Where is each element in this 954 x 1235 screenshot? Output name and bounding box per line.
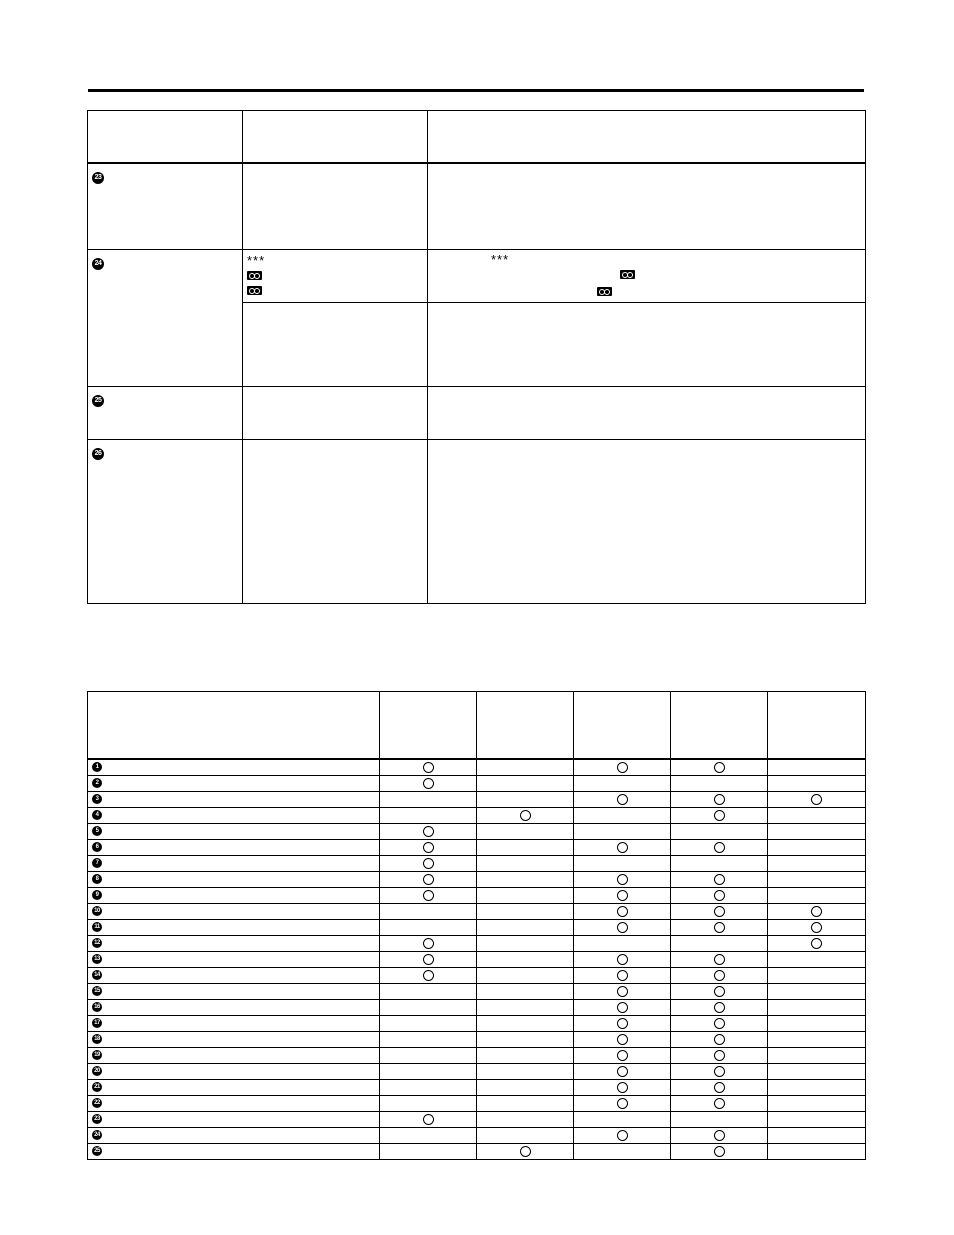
table-row [88,1032,866,1048]
circle-mark-icon [714,986,725,997]
item-number-badge: 22 [92,1098,102,1108]
compat-cell [477,1000,574,1016]
header-cell [671,692,768,760]
compat-cell [477,1144,574,1160]
compat-cell [477,1032,574,1048]
item-number-badge: 10 [92,906,102,916]
circle-mark-icon [423,1114,434,1125]
circle-mark-icon [423,778,434,789]
circle-mark-icon [714,1066,725,1077]
compat-cell [380,856,477,872]
item-number-cell [88,904,380,920]
circle-mark-icon [714,970,725,981]
circle-mark-icon [520,1146,531,1157]
compat-cell [671,1064,768,1080]
item-number-cell [88,1112,380,1128]
compat-cell [477,1112,574,1128]
item-number-badge: 3 [92,794,102,804]
compat-cell [380,904,477,920]
item-number-cell [88,920,380,936]
item-number-cell [88,1144,380,1160]
compat-cell [477,776,574,792]
compat-cell [380,952,477,968]
circle-mark-icon [714,1098,725,1109]
compat-cell [671,1128,768,1144]
header-cell [768,692,866,760]
compat-cell [574,1000,671,1016]
compat-cell [574,1080,671,1096]
table-row [88,904,866,920]
compat-cell [574,840,671,856]
circle-mark-icon [617,890,628,901]
item-number-cell [88,952,380,968]
item-number-badge: 14 [92,970,102,980]
compat-cell [768,920,866,936]
compat-cell [574,1064,671,1080]
item-number-cell [88,968,380,984]
display-cell [243,163,428,249]
compat-cell [671,904,768,920]
compat-cell [768,840,866,856]
circle-mark-icon [423,762,434,773]
table-row [88,808,866,824]
compat-cell [380,1144,477,1160]
compat-cell [380,776,477,792]
compat-cell [477,1064,574,1080]
header-cell [243,111,428,164]
compat-cell [768,759,866,776]
compat-cell [768,1144,866,1160]
circle-mark-icon [714,1018,725,1029]
circle-mark-icon [617,1034,628,1045]
item-number-cell [88,249,243,386]
compat-cell [768,792,866,808]
circle-mark-icon [714,1002,725,1013]
compat-cell [574,808,671,824]
item-number-badge: 16 [92,1002,102,1012]
table-row [88,872,866,888]
compat-cell [380,888,477,904]
circle-mark-icon [714,1130,725,1141]
compat-cell [574,1096,671,1112]
circle-mark-icon [423,954,434,965]
circle-mark-icon [714,890,725,901]
item-number-cell [88,888,380,904]
compat-cell [477,952,574,968]
compat-cell [768,888,866,904]
circle-mark-icon [714,842,725,853]
item-number-cell [88,1064,380,1080]
compat-cell [574,904,671,920]
item-number-cell [88,1048,380,1064]
description-cell [428,163,866,249]
circle-mark-icon [617,1018,628,1029]
compat-cell [574,1032,671,1048]
item-number-cell [88,1128,380,1144]
item-number-cell [88,872,380,888]
compat-cell [477,984,574,1000]
table-row [88,1128,866,1144]
compat-cell [768,824,866,840]
circle-mark-icon [520,810,531,821]
compat-cell [574,856,671,872]
circle-mark-icon [617,794,628,805]
circle-mark-icon [617,1098,628,1109]
item-number-badge: 9 [92,890,102,900]
item-number-badge: 24 [92,1130,102,1140]
item-number-cell [88,1000,380,1016]
compat-cell [768,1000,866,1016]
compat-cell [671,1096,768,1112]
circle-mark-icon [617,1066,628,1077]
compat-cell [380,840,477,856]
table-row [88,776,866,792]
item-number-badge: 6 [92,842,102,852]
circle-mark-icon [714,1034,725,1045]
compat-cell [768,968,866,984]
item-number-cell [88,1080,380,1096]
compat-cell [380,824,477,840]
compat-cell [671,1080,768,1096]
item-number-badge: 23 [92,1114,102,1124]
compat-cell [574,1048,671,1064]
compat-cell [380,968,477,984]
item-number-badge: 24 [92,258,104,270]
compat-cell [768,808,866,824]
display-cell [243,386,428,439]
compat-cell [380,1032,477,1048]
circle-mark-icon [714,762,725,773]
compat-cell [477,1016,574,1032]
circle-mark-icon [423,970,434,981]
item-number-cell [88,163,243,249]
compat-cell [574,1128,671,1144]
compat-cell [574,792,671,808]
compat-cell [380,1000,477,1016]
item-number-cell [88,1032,380,1048]
compat-cell [671,936,768,952]
item-number-badge: 2 [92,778,102,788]
compat-cell [671,776,768,792]
header-cell [428,111,866,164]
item-number-cell [88,984,380,1000]
compat-cell [768,1016,866,1032]
circle-mark-icon [714,1146,725,1157]
circle-mark-icon [423,858,434,869]
description-cell [428,386,866,439]
circle-mark-icon [811,906,822,917]
compat-cell [768,1048,866,1064]
circle-mark-icon [714,922,725,933]
compat-cell [477,936,574,952]
circle-mark-icon [617,1130,628,1141]
circle-mark-icon [811,922,822,933]
compat-cell [671,920,768,936]
compat-cell [671,888,768,904]
circle-mark-icon [617,986,628,997]
item-number-badge: 15 [92,986,102,996]
table-row [88,1096,866,1112]
table-row [88,840,866,856]
item-number-badge: 19 [92,1050,102,1060]
display-items-table [87,110,866,604]
circle-mark-icon [423,826,434,837]
compat-cell [671,1016,768,1032]
table-row [88,968,866,984]
compat-cell [380,1096,477,1112]
compat-cell [671,1144,768,1160]
circle-mark-icon [617,970,628,981]
table-row [88,1080,866,1096]
item-number-badge: 7 [92,858,102,868]
circle-mark-icon [617,906,628,917]
table-row [88,1064,866,1080]
compat-cell [768,872,866,888]
item-number-badge: 5 [92,826,102,836]
circle-mark-icon [617,874,628,885]
item-number-cell [88,936,380,952]
circle-mark-icon [714,954,725,965]
cassette-icon [247,286,262,295]
circle-mark-icon [811,794,822,805]
table-row [88,386,866,439]
table-row [88,824,866,840]
compat-cell [671,1000,768,1016]
compat-cell [574,872,671,888]
item-number-cell [88,1016,380,1032]
circle-mark-icon [617,842,628,853]
description-cell [428,249,866,302]
table-row [88,1112,866,1128]
compat-cell [671,952,768,968]
compat-cell [477,1128,574,1144]
circle-mark-icon [617,954,628,965]
table-row [88,888,866,904]
compat-cell [574,759,671,776]
compatibility-table [87,691,866,1160]
compat-cell [380,1112,477,1128]
circle-mark-icon [617,762,628,773]
compat-cell [768,984,866,1000]
stars-symbol: *** [247,252,266,268]
compat-cell [671,1112,768,1128]
item-number-badge: 17 [92,1018,102,1028]
compat-cell [477,904,574,920]
table-row [88,1000,866,1016]
item-number-cell [88,759,380,776]
table-row [88,792,866,808]
table-row [88,439,866,603]
circle-mark-icon [423,890,434,901]
compat-cell [380,759,477,776]
compat-cell [574,1016,671,1032]
compat-cell [574,952,671,968]
table-row [88,920,866,936]
circle-mark-icon [617,1082,628,1093]
compat-cell [671,1048,768,1064]
compat-cell [671,840,768,856]
compat-cell [380,1064,477,1080]
compat-cell [574,824,671,840]
compat-cell [574,1112,671,1128]
table-header-row [88,111,866,164]
display-cell [243,249,428,302]
item-number-badge: 21 [92,1082,102,1092]
stars-symbol: *** [491,251,510,267]
header-cell [477,692,574,760]
compat-cell [671,759,768,776]
table-row [88,984,866,1000]
header-cell [574,692,671,760]
compat-cell [380,984,477,1000]
compat-cell [574,1144,671,1160]
compat-cell [768,904,866,920]
circle-mark-icon [714,906,725,917]
compat-cell [671,968,768,984]
table-row [88,856,866,872]
header-cell [380,692,477,760]
compat-cell [477,1096,574,1112]
compat-cell [671,856,768,872]
cassette-icon [620,270,635,279]
compat-cell [768,1096,866,1112]
compat-cell [574,984,671,1000]
compat-cell [574,936,671,952]
circle-mark-icon [617,1002,628,1013]
compat-cell [380,1128,477,1144]
item-number-badge: 13 [92,954,102,964]
item-number-cell [88,386,243,439]
compat-cell [380,808,477,824]
table-row [88,936,866,952]
compat-cell [574,888,671,904]
compat-cell [671,984,768,1000]
compat-cell [768,1064,866,1080]
circle-mark-icon [811,938,822,949]
compat-cell [671,872,768,888]
cassette-icon [597,287,612,296]
circle-mark-icon [617,922,628,933]
compat-cell [768,1080,866,1096]
circle-mark-icon [714,874,725,885]
compat-cell [477,1080,574,1096]
compat-cell [380,792,477,808]
item-number-cell [88,776,380,792]
cassette-icon [247,271,262,280]
display-cell [243,439,428,603]
item-number-cell [88,439,243,603]
compat-cell [380,1016,477,1032]
item-number-cell [88,1096,380,1112]
compat-cell [477,792,574,808]
compat-cell [380,920,477,936]
circle-mark-icon [714,794,725,805]
item-number-cell [88,792,380,808]
table-row [88,1016,866,1032]
table-row [88,249,866,302]
compat-cell [477,808,574,824]
compat-cell [574,968,671,984]
compat-cell [768,776,866,792]
circle-mark-icon [423,874,434,885]
circle-mark-icon [714,1050,725,1061]
item-number-cell [88,808,380,824]
compat-cell [380,936,477,952]
compat-cell [768,952,866,968]
compat-cell [477,920,574,936]
table-header-row [88,692,866,760]
compat-cell [768,1128,866,1144]
compat-cell [477,840,574,856]
circle-mark-icon [617,1050,628,1061]
compat-cell [477,888,574,904]
compat-cell [671,1032,768,1048]
item-number-badge: 26 [92,448,104,460]
header-cell [88,111,243,164]
item-number-badge: 8 [92,874,102,884]
table-row [88,1048,866,1064]
description-cell [428,302,866,386]
display-cell [243,302,428,386]
table-row [88,952,866,968]
top-rule [88,89,864,92]
item-number-badge: 20 [92,1066,102,1076]
compat-cell [477,856,574,872]
compat-cell [574,776,671,792]
compat-cell [477,824,574,840]
compat-cell [380,1080,477,1096]
item-number-badge: 23 [92,172,104,184]
circle-mark-icon [714,810,725,821]
item-number-badge: 25 [92,1146,102,1156]
compat-cell [477,872,574,888]
circle-mark-icon [423,842,434,853]
header-cell [88,692,380,760]
compat-cell [574,920,671,936]
item-number-badge: 18 [92,1034,102,1044]
item-number-cell [88,840,380,856]
compat-cell [671,808,768,824]
compat-cell [380,1048,477,1064]
circle-mark-icon [423,938,434,949]
item-number-badge: 4 [92,810,102,820]
item-number-badge: 12 [92,938,102,948]
compat-cell [671,792,768,808]
item-number-badge: 1 [92,762,102,772]
compat-cell [768,936,866,952]
compat-cell [477,968,574,984]
compat-cell [671,824,768,840]
compat-cell [768,1112,866,1128]
item-number-badge: 25 [92,395,104,407]
compat-cell [768,1032,866,1048]
description-cell [428,439,866,603]
item-number-cell [88,856,380,872]
item-number-badge: 11 [92,922,102,932]
circle-mark-icon [714,1082,725,1093]
compat-cell [477,759,574,776]
compat-cell [380,872,477,888]
compat-cell [477,1048,574,1064]
compat-cell [768,856,866,872]
table-row [88,1144,866,1160]
table-row [88,163,866,249]
table-row [88,759,866,776]
item-number-cell [88,824,380,840]
